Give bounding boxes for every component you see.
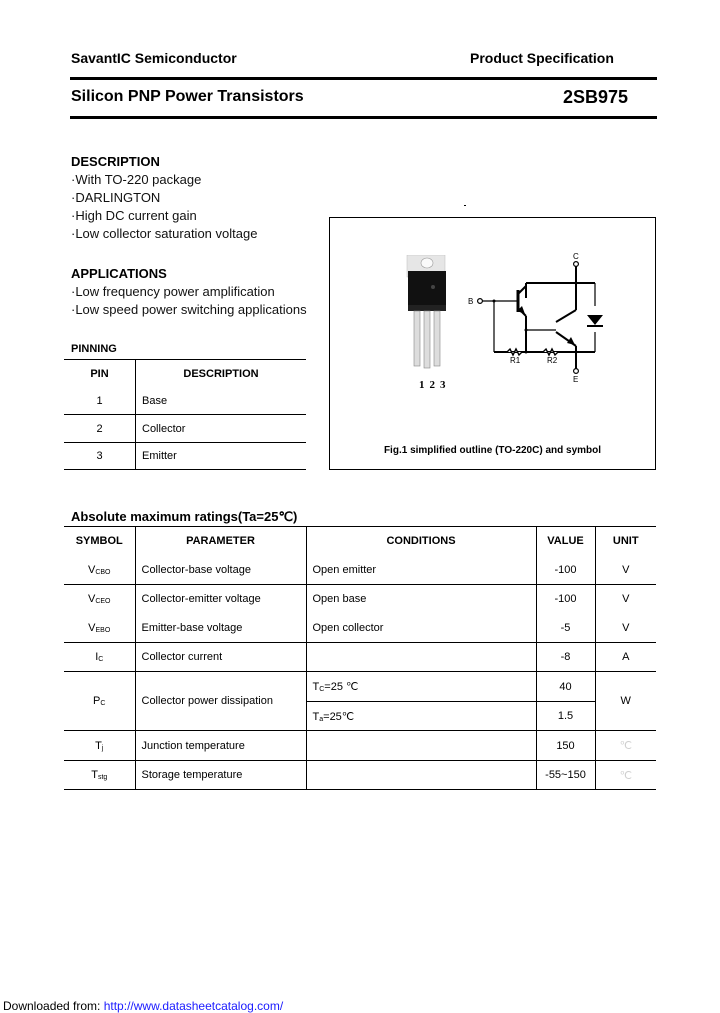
pinning-header-row (64, 360, 306, 388)
header-conditions: CONDITIONS (306, 527, 536, 556)
conditions-cell: $T_C=25$ ℃ (306, 672, 536, 702)
unit-cell: V (595, 614, 656, 643)
description-item: ·Low collector saturation voltage (71, 226, 258, 241)
header-unit: UNIT (595, 527, 656, 556)
symbol-cell: $V_{EBO}$ (64, 614, 135, 643)
product-title: Silicon PNP Power Transistors (71, 88, 304, 105)
to220-package-image (405, 255, 465, 380)
company-name: SavantIC Semiconductor (71, 50, 237, 66)
emitter-label: E (573, 375, 579, 384)
pin-label: 2 (429, 379, 440, 391)
ratings-row (64, 643, 656, 672)
description-title: DESCRIPTION (71, 154, 160, 169)
package-pin-labels (419, 379, 451, 391)
symbol-cell: $T_j$ (64, 731, 135, 761)
stray-dot (464, 205, 466, 206)
ratings-row (64, 585, 656, 614)
unit-cell: ℃ (595, 731, 656, 761)
footer-link[interactable]: http://www.datasheetcatalog.com/ (103, 999, 284, 1013)
pinning-title: PINNING (71, 343, 117, 355)
value-cell: -5 (536, 614, 595, 643)
value-cell: -55~150 (536, 761, 595, 790)
conditions-cell: Open emitter (306, 556, 536, 585)
applications-item: ·Low speed power switching applications (71, 302, 307, 317)
figure-caption: Fig.1 simplified outline (TO-220C) and symbol (383, 445, 602, 456)
conditions-cell (306, 761, 536, 790)
parameter-cell: Collector-emitter voltage (135, 585, 306, 614)
parameter-cell: Collector current (135, 643, 306, 672)
value-cell: 1.5 (536, 702, 595, 731)
ratings-header-row (64, 527, 656, 556)
pinning-table (64, 359, 306, 470)
pin-description: Emitter (136, 443, 307, 470)
parameter-cell: Collector power dissipation (135, 672, 306, 731)
part-number: 2SB975 (563, 87, 629, 107)
pinning-row (64, 415, 306, 443)
unit-cell: W (595, 672, 656, 731)
conditions-cell: $T_a=25℃$ (306, 702, 536, 731)
ratings-row (64, 672, 656, 702)
pin-description: Collector (136, 415, 307, 443)
ratings-row (64, 731, 656, 761)
unit-cell: V (622, 593, 630, 606)
footer-label: Downloaded from: (3, 999, 104, 1013)
pin-label: 3 (440, 379, 451, 391)
parameter-cell: Emitter-base voltage (135, 614, 306, 643)
r2-label: R2 (547, 356, 558, 365)
applications-title: APPLICATIONS (71, 266, 167, 281)
pin-number: 2 (64, 415, 136, 443)
conditions-cell: Open collector (306, 614, 536, 643)
value-cell: -100 (536, 556, 595, 585)
document-type: Product Specification (470, 50, 614, 66)
ratings-row (64, 761, 656, 790)
ratings-row (64, 614, 656, 643)
ratings-row (64, 556, 656, 585)
header-value: VALUE (536, 527, 595, 556)
parameter-cell: Storage temperature (135, 761, 306, 790)
r1-label: R1 (510, 356, 521, 365)
parameter-cell: Junction temperature (135, 731, 306, 761)
conditions-cell: Open base (306, 585, 536, 614)
unit-cell: V (595, 556, 656, 585)
description-item: ·DARLINGTON (71, 190, 161, 205)
conditions-cell (306, 643, 536, 672)
pin-label: 1 (419, 379, 430, 391)
unit-cell: A (595, 643, 656, 672)
header-parameter: PARAMETER (135, 527, 306, 556)
pinning-row (64, 388, 306, 415)
value-cell: -100 (536, 585, 595, 614)
symbol-cell: $V_{CBO}$ (64, 556, 135, 585)
description-section (71, 154, 257, 241)
value-cell: 40 (536, 672, 595, 702)
pin-number: 1 (64, 388, 136, 415)
description-item: ·With TO-220 package (71, 172, 202, 187)
value-cell: -8 (536, 643, 595, 672)
pin-description: Base (136, 388, 307, 415)
pinning-header-pin: PIN (64, 360, 136, 388)
unit-cell: ℃ (595, 761, 656, 790)
pinning-row (64, 443, 306, 470)
header-symbol: SYMBOL (64, 527, 135, 556)
pin-number: 3 (64, 443, 136, 470)
header-rule-top (70, 77, 657, 80)
conditions-cell (306, 731, 536, 761)
parameter-cell: Collector-base voltage (135, 556, 306, 585)
value-cell: 150 (536, 731, 595, 761)
header-rule-bottom (70, 116, 657, 119)
symbol-cell: $P_C$ (64, 672, 135, 731)
description-item: ·High DC current gain (71, 208, 197, 223)
applications-section (71, 266, 307, 317)
symbol-cell: $T_{stg}$ (64, 761, 135, 790)
applications-item: ·Low frequency power amplification (71, 284, 275, 299)
ratings-table (64, 526, 656, 790)
footer (3, 999, 283, 1013)
symbol-cell: $V_{CEO}$ (64, 585, 135, 614)
symbol-cell: $I_C$ (64, 643, 135, 672)
collector-label: C (573, 252, 579, 261)
darlington-schematic (465, 250, 615, 385)
pinning-header-desc: DESCRIPTION (136, 360, 307, 388)
ratings-title: Absolute maximum ratings(Ta=25℃) (71, 509, 298, 524)
base-label: B (468, 297, 474, 306)
